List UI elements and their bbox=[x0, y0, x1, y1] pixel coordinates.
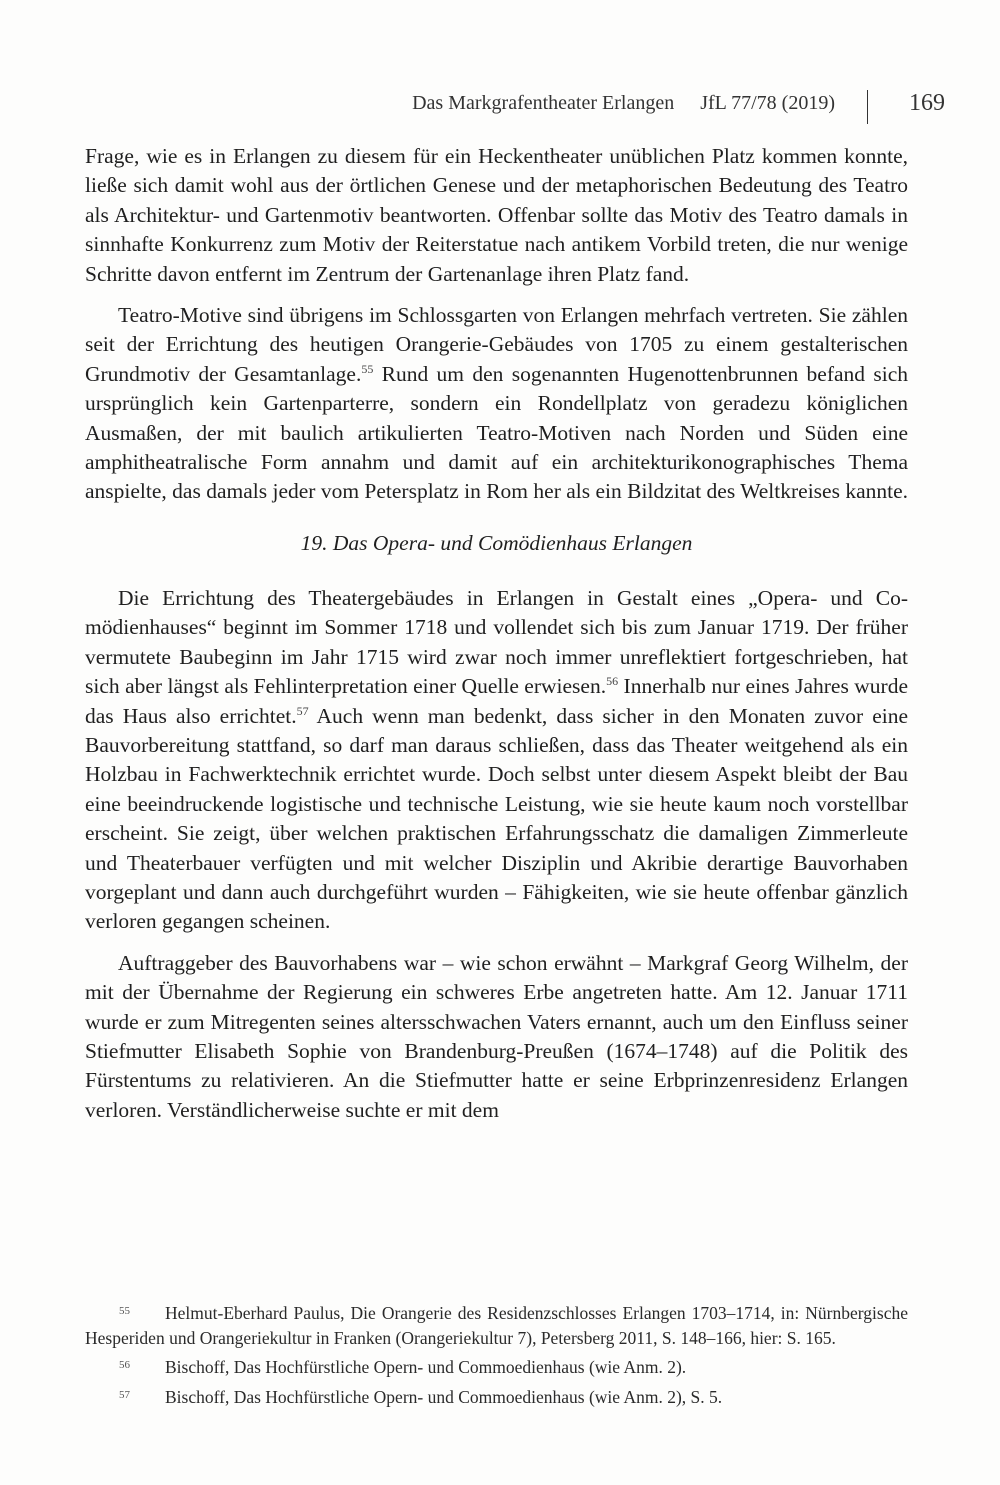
footnote-56 bbox=[85, 1353, 908, 1380]
running-head-text bbox=[412, 92, 835, 115]
paragraph-2 bbox=[85, 301, 908, 507]
paragraph-4: Auftraggeber des Bauvorhabens war – wie schon erwähnt – Markgraf Georg Wilhelm, der mit der Übernahme der Regierung ein schweres Erbe angetreten hatte. Am 12. Januar 1711 wurde er zum Mitregenten seines altersschwachen Vaters ernannt, auch um den Einfluss seiner Stiefmutter Elisabeth Sophie von Brandenburg-Preußen (1674–1748) auf die Politik des Fürstentums zu relativieren. An die Stiefmutter hatte er seine Erbprinzenresidenz Erlangen verloren. Verständlicherweise suchte er mit dem bbox=[85, 950, 908, 1122]
footnote-text: Bischoff, Das Hochfürstliche Opern- und Commoedienhaus (wie Anm. 2). bbox=[165, 1357, 687, 1377]
running-head bbox=[85, 90, 945, 130]
footnote-number: 55 bbox=[119, 1305, 130, 1317]
footnote-text: Bischoff, Das Hochfürstliche Opern- und Commoedienhaus (wie Anm. 2), S. 5. bbox=[165, 1386, 723, 1407]
footnote-number: 57 bbox=[119, 1388, 130, 1401]
journal-citation: JfL 77/78 (2019) bbox=[700, 92, 835, 114]
paragraph-1: Frage, wie es in Erlangen zu diesem für ein Heckentheater unüblichen Platz kommen konnte, ließe sich damit wohl aus der örtlichen Genese und der metaphorischen Bedeutung des Teatro als Architektur- und Gartenmotiv beantworten. Offenbar sollte das Motiv des Teatro damals in sinnhafte Konkurrenz zum Motiv der Reiterstatue nach antikem Vorbild treten, die nur wenige Schritte davon entfernt im Zentrum der Gartenanlage ihren Platz fand. bbox=[85, 144, 908, 286]
paragraph-3 bbox=[85, 584, 908, 937]
header-divider bbox=[867, 90, 868, 124]
section-heading: 19. Das Opera- und Comödienhaus Erlangen bbox=[300, 530, 693, 555]
article-title: Das Markgrafentheater Erlangen bbox=[412, 92, 675, 114]
paragraph-2-part-a: Teatro-Motive sind übrigens im Schlossgarten von Erlangen mehrfach vertreten. Sie zählen seit der Errichtung des heutigen Orangerie-Gebäudes von 1705 zu einem gestalterischen Grundmotiv der Gesamtanlage. bbox=[85, 303, 908, 386]
footnote-ref-56: 56 bbox=[606, 673, 619, 688]
paragraph-2-part-b: Rund um den sogenannten Hugenottenbrunnen befand sich ursprünglich kein Gartenparterre, sondern ein Rondellplatz von geradezu königlichen Ausmaßen, der mit baulich artikulierten Teatro-Motiven nach Norden und Süden eine amphitheatralische Form annahm und damit auf ein architekturikonographisches Thema anspielte, das damals jeder vom Petersplatz in Rom her als ein Bildzitat des Weltkreises kannte. bbox=[85, 361, 909, 504]
paragraph-3-part-c: Auch wenn man bedenkt, dass sicher in den Monaten zuvor eine Bauvorbereitung stattfand, so darf man daraus schließen, dass das Theater weitgehend als ein Holzbau in Fachwerktechnik errichtet wurde. Doch selbst unter diesem Aspekt bleibt der Bau eine beeindruckende logistische und technische Leistung, wie sie heute kaum noch vorstellbar erscheint. Sie zeigt, über welchen praktischen Erfahrungsschatz die damaligen Zimmerleute und Theaterbauer verfügten und mit welcher Disziplin und Akribie derartige Bauvorhaben vorgeplant und dann auch durchgeführt wurden – Fähigkeiten, wie sie heute offenbar gänzlich verloren gegangen scheinen. bbox=[85, 703, 908, 934]
footnote-ref-57: 57 bbox=[296, 703, 309, 718]
footnote-number: 56 bbox=[119, 1359, 130, 1371]
paragraph-3-part-a: Die Errichtung des Theatergebäudes in Erlangen in Gestalt eines „Opera- und Comödienhauses“ beginnt im Sommer 1718 und vollendet sich bis zum Januar 1719. Der früher vermutete Baubeginn im Jahr 1715 wird zwar noch immer unreflektiert fortgeschrieben, hat sich aber längst als Fehlinterpretation einer Quelle erwiesen. bbox=[85, 585, 908, 699]
body-text bbox=[85, 142, 908, 1137]
footnote-text: Helmut-Eberhard Paulus, Die Orangerie des Residenzschlosses Erlangen 1703–1714, in: Nürnbergische Hesperiden und Orangeriekultur in Franken (Orangeriekultur 7), Petersberg 2011, S. 148–166, hier: S. 165. bbox=[85, 1303, 908, 1348]
footnotes bbox=[85, 1299, 908, 1412]
footnote-55 bbox=[85, 1299, 908, 1350]
paragraph-3-part-b: Innerhalb nur eines Jahres wurde das Haus also errichtet. bbox=[85, 674, 908, 728]
footnote-ref-55: 55 bbox=[361, 361, 374, 376]
page-number: 169 bbox=[909, 90, 945, 116]
footnote-57 bbox=[85, 1383, 908, 1410]
